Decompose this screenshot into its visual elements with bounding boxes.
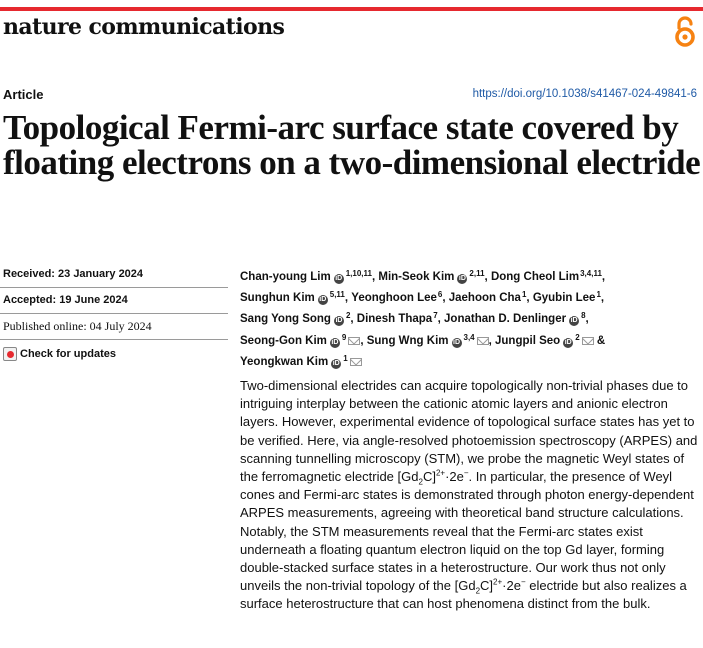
author-name: Dong Cheol Lim [490,271,580,283]
divider [0,339,228,340]
author-separator: & [593,334,606,347]
author-list [240,265,700,371]
article-title: Topological Fermi-arc surface state covered by floating electrons on a two-dimensional electride [3,108,701,182]
received-date: Received: 23 January 2024 [3,268,144,280]
author-separator: , [585,313,589,326]
author-separator: , [371,271,379,283]
author-separator: , [601,271,606,283]
affiliation-numbers: 1 [596,290,601,300]
author-separator: , [442,292,449,305]
author-item[interactable] [444,313,589,325]
divider [0,287,228,288]
orcid-icon[interactable]: iD [335,275,343,282]
author-separator: , [344,292,352,305]
orcid-icon[interactable]: iD [564,338,572,346]
author-name: Jonathan D. Denlinger [444,313,567,326]
author-separator: , [488,334,496,347]
check-for-updates-label: Check for updates [20,348,116,360]
affiliation-numbers: 7 [433,311,438,321]
superscript: − [463,468,469,478]
author-item[interactable] [449,292,533,304]
divider [0,313,228,314]
affiliation-numbers: 3,4 [463,332,475,342]
author-item[interactable] [351,292,448,304]
author-item[interactable] [240,332,367,347]
author-name: Gyubin Lee [532,292,596,305]
affiliation-numbers: 1 [343,353,348,363]
orcid-icon[interactable]: iD [319,296,327,304]
email-icon[interactable] [582,337,594,345]
author-name: Chan-young Lim [240,271,331,283]
author-name: Yeonghoon Lee [351,292,437,305]
author-separator: , [600,292,605,305]
author-item[interactable] [240,292,351,304]
author-separator: , [484,271,491,283]
accepted-date: Accepted: 19 June 2024 [3,294,128,306]
orcid-icon[interactable]: iD [331,338,339,346]
affiliation-numbers: 8 [581,311,586,321]
abstract-text: . In particular, the presence of Weyl cones and Fermi-arc states is demonstrated through photon energy-dependent ARPES measurements, agreeing with theoretical band structure calculations. Notably, the STM measurements reveal that the Fermi-arc states exist underneath a floating quantum electron liquid on the top Gd layer, forming double-stacked surface states in a heterostructure. Our work thus not only unveils the non-trivial topology of the [Gd [240,469,694,594]
abstract-text: electride but also realizes a surface heterostructure that can host phenomena distinct from the bulk. [240,578,687,612]
subscript: 2 [418,477,423,487]
abstract-text: C] [480,578,494,594]
affiliation-numbers: 1 [521,290,527,300]
email-icon[interactable] [348,337,360,345]
superscript: 2+ [493,577,503,587]
author-item[interactable] [357,313,444,325]
affiliation-numbers: 3,4,11 [580,269,602,278]
subscript: 2 [475,586,481,596]
author-name: Yeongkwan Kim [240,355,329,368]
author-name: Jungpil Seo [495,334,561,347]
email-icon[interactable] [350,358,362,366]
orcid-icon[interactable]: iD [458,275,466,282]
published-date: Published online: 04 July 2024 [3,319,152,333]
author-item[interactable] [533,292,604,304]
author-name: Dinesh Thapa [356,313,433,326]
affiliation-numbers: 2 [575,332,580,342]
author-item[interactable] [491,271,605,283]
affiliation-numbers: 2,11 [469,269,485,278]
check-for-updates-icon [3,347,17,361]
email-icon[interactable] [477,337,489,345]
author-name: Min-Seok Kim [378,271,455,283]
author-name: Seong-Gon Kim [240,334,327,347]
author-name: Sunghun Kim [240,292,315,305]
author-item[interactable] [495,332,606,347]
author-separator: , [526,292,533,305]
check-for-updates-button[interactable] [3,346,116,362]
top-accent-bar [0,7,703,11]
affiliation-numbers: 2 [345,311,351,321]
abstract-text: C] [422,469,436,485]
author-item[interactable] [366,332,496,347]
journal-name: nature communications [3,14,285,40]
author-name: Jaehoon Cha [448,292,521,305]
orcid-icon[interactable]: iD [332,359,340,367]
abstract-text: Two-dimensional electrides can acquire topologically non-trivial phases due to intriguing interplay between the cationic atomic layers and anionic electron layers. However, experimental evidence of topological surface states has yet to be verified. Here, via angle-resolved photoemission spectroscopy (ARPES) and scanning tunnelling microscopy (STM), we probe the magnetic Weyl states of the ferromagnetic electride [Gd [240,378,698,485]
orcid-icon[interactable]: iD [335,317,343,325]
author-item[interactable] [240,271,378,283]
abstract-text: ·2e [445,469,464,485]
author-name: Sung Wng Kim [366,334,449,347]
orcid-icon[interactable]: iD [570,317,578,325]
affiliation-numbers: 1,10,11 [345,269,372,278]
author-separator: , [437,313,445,326]
open-access-lock-icon [672,16,698,48]
author-separator: , [350,313,357,326]
author-item[interactable] [240,313,357,325]
orcid-icon[interactable]: iD [453,338,460,346]
affiliation-numbers: 9 [341,332,347,342]
doi-link[interactable]: https://doi.org/10.1038/s41467-024-49841-6 [472,88,697,100]
author-separator: , [360,334,367,347]
abstract-text: ·2e [502,578,521,594]
affiliation-numbers: 5,11 [329,290,345,300]
author-item[interactable] [378,271,491,283]
affiliation-numbers: 6 [437,290,443,300]
article-type: Article [3,87,44,102]
author-name: Sang Yong Song [240,313,331,326]
superscript: − [520,577,526,587]
author-item[interactable] [240,353,362,368]
abstract [240,377,702,614]
superscript: 2+ [435,468,446,478]
